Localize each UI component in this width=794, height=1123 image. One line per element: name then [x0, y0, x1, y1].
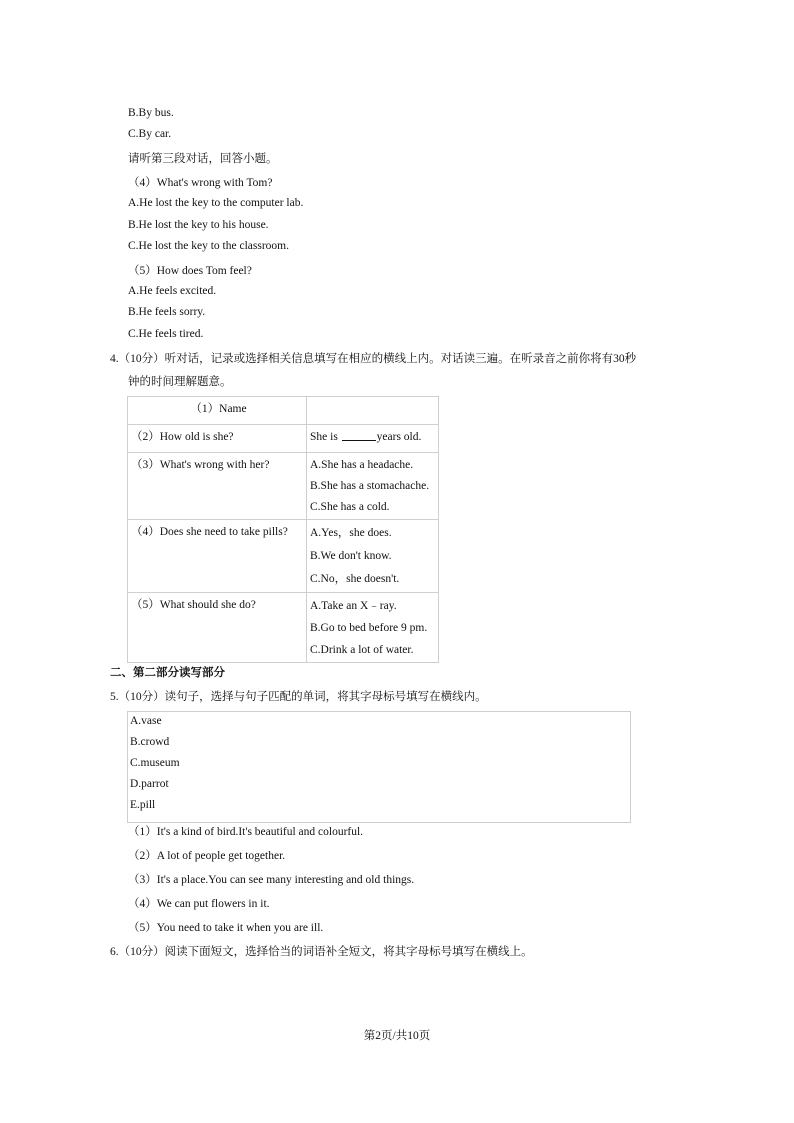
q5-sentence-3: （3）It's a place.You can see many interesting and old things.: [128, 874, 415, 886]
age-answer-pre: She is: [310, 431, 338, 443]
section-title: 二、第二部分读写部分: [110, 667, 225, 679]
word-option-b: B.crowd: [130, 736, 170, 748]
word-option-c: C.museum: [130, 757, 180, 769]
age-blank[interactable]: [342, 428, 376, 441]
table-row: [128, 520, 439, 593]
name-answer-cell[interactable]: [307, 397, 439, 425]
advice-option-c: C.Drink a lot of water.: [310, 644, 414, 656]
table-row: [128, 425, 439, 453]
table-row: [128, 593, 439, 663]
word-option-d: D.parrot: [130, 778, 169, 790]
q5-sentence-1: （1）It's a kind of bird.It's beautiful and colourful.: [128, 826, 364, 838]
age-answer-post: years old.: [376, 431, 422, 443]
q5-sentence-5: （5）You need to take it when you are ill.: [128, 922, 324, 934]
pills-option-a: A.Yes，she does.: [310, 527, 392, 539]
pills-option-b: B.We don't know.: [310, 550, 392, 562]
q3-sub4-option-c: C.He lost the key to the classroom.: [128, 240, 289, 252]
q4-heading-line2: 钟的时间理解题意。: [128, 376, 232, 388]
pills-question: （4）Does she need to take pills?: [131, 526, 288, 538]
advice-question: （5）What should she do?: [131, 599, 256, 611]
q6-heading: 6.（10分）阅读下面短文，选择恰当的词语补全短文，将其字母标号填写在横线上。: [110, 946, 533, 958]
advice-option-a: A.Take an X﹣ray.: [310, 600, 397, 612]
table-row: [128, 397, 439, 425]
q5-heading: 5.（10分）读句子，选择与句子匹配的单词，将其字母标号填写在横线内。: [110, 691, 487, 703]
problem-option-c: C.She has a cold.: [310, 501, 390, 513]
name-label: （1）Name: [190, 403, 247, 415]
q3-sub5-option-a: A.He feels excited.: [128, 285, 217, 297]
pills-option-c: C.No，she doesn't.: [310, 573, 400, 585]
table-row: [128, 453, 439, 520]
age-question: （2）How old is she?: [131, 431, 234, 443]
q5-sentence-4: （4）We can put flowers in it.: [128, 898, 270, 910]
q5-word-bank: [127, 711, 631, 823]
q3-sub5-question: （5）How does Tom feel?: [128, 265, 252, 277]
q3-sub5-option-b: B.He feels sorry.: [128, 306, 206, 318]
q3-option-c: C.By car.: [128, 128, 172, 140]
q4-heading-line1: 4.（10分）听对话，记录或选择相关信息填写在相应的横线上内。对话读三遍。在听录音之前你将有30秒: [110, 353, 637, 365]
word-option-e: E.pill: [130, 799, 156, 811]
page-number: 第2页/共10页: [363, 1030, 431, 1042]
q3-sub5-option-c: C.He feels tired.: [128, 328, 204, 340]
problem-option-b: B.She has a stomachache.: [310, 480, 430, 492]
q4-info-table: [127, 396, 439, 663]
age-answer: [307, 425, 438, 448]
q3-sub4-option-b: B.He lost the key to his house.: [128, 219, 269, 231]
q3-instruction: 请听第三段对话，回答小题。: [128, 153, 278, 165]
q3-option-b: B.By bus.: [128, 107, 174, 119]
word-option-a: A.vase: [130, 715, 162, 727]
q3-sub4-option-a: A.He lost the key to the computer lab.: [128, 197, 304, 209]
q5-sentence-2: （2）A lot of people get together.: [128, 850, 286, 862]
problem-question: （3）What's wrong with her?: [131, 459, 270, 471]
q3-sub4-question: （4）What's wrong with Tom?: [128, 177, 273, 189]
advice-option-b: B.Go to bed before 9 pm.: [310, 622, 428, 634]
problem-option-a: A.She has a headache.: [310, 459, 414, 471]
